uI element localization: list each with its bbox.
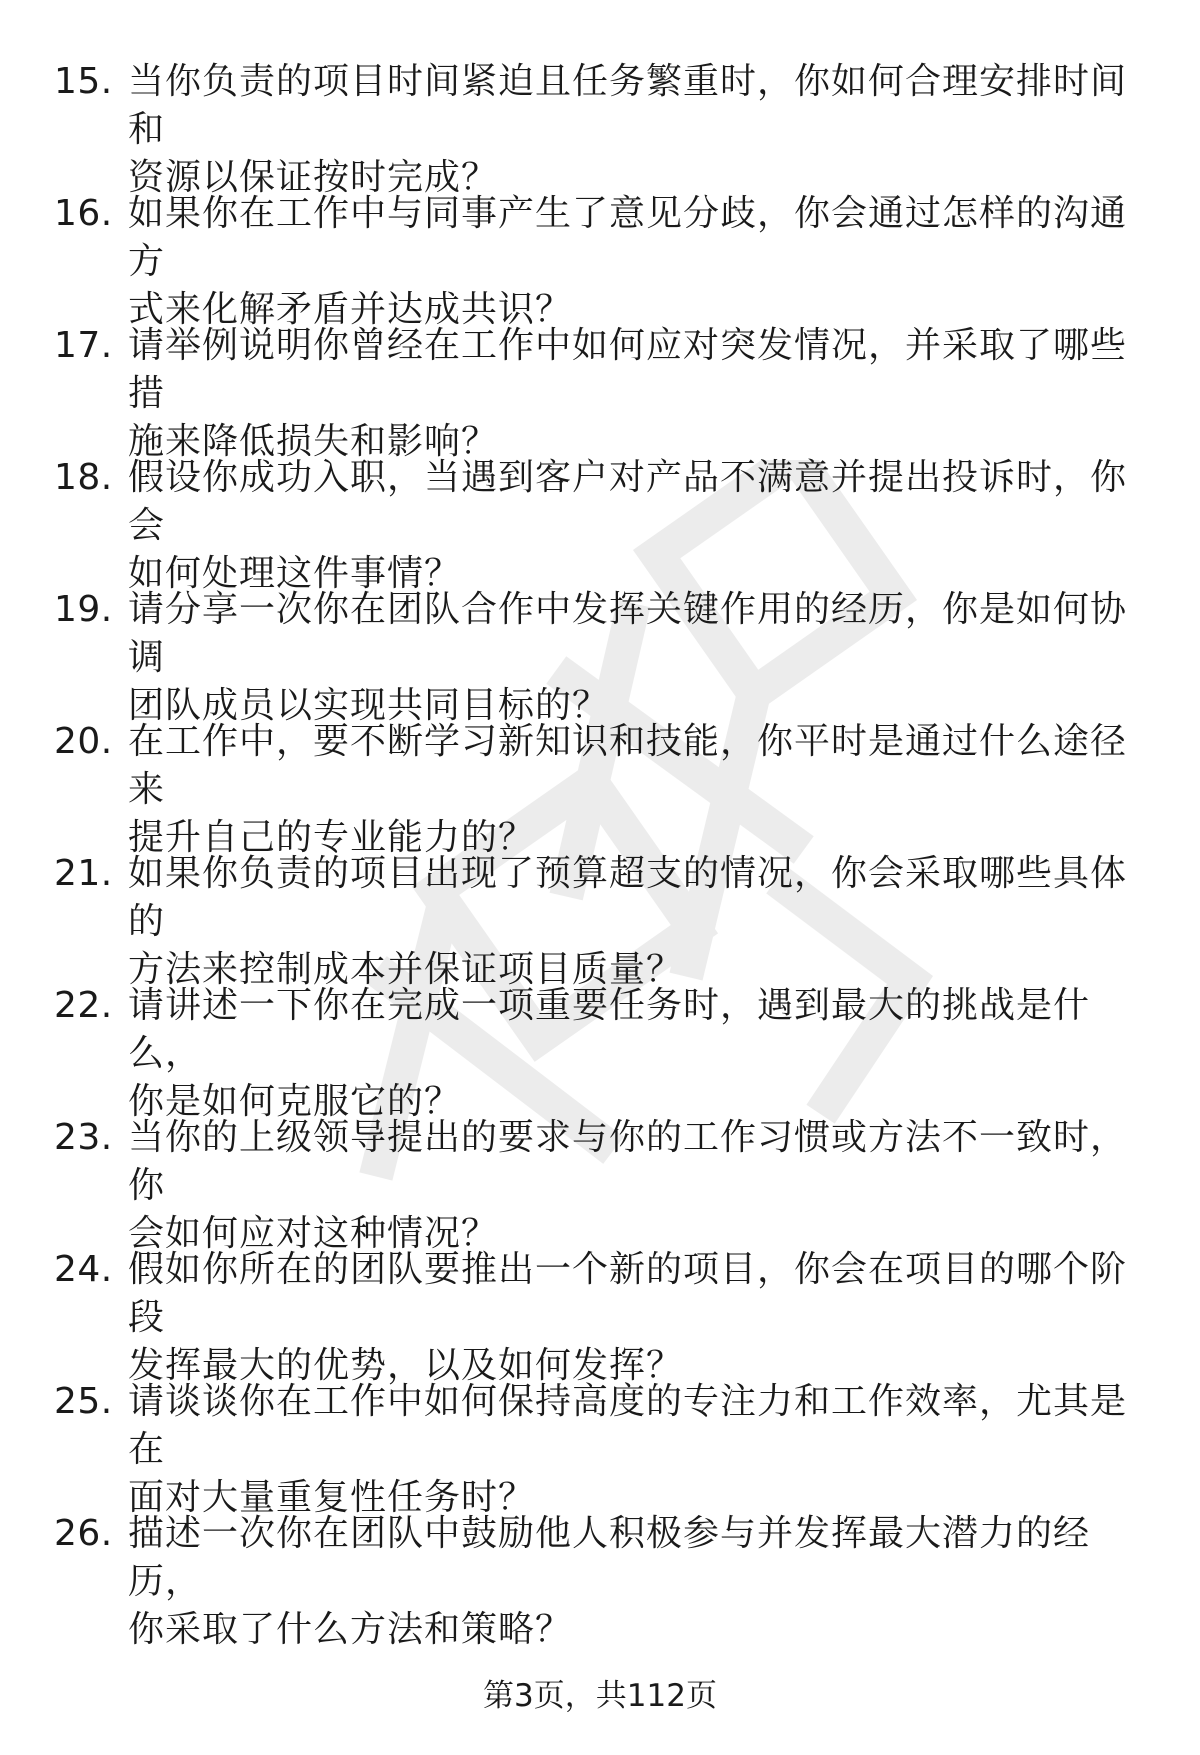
question-item [0,982,1200,1122]
question-text: 假设你成功入职，当遇到客户对产品不满意并提出投诉时，你会 如何处理这件事情？ [128,457,1128,594]
question-number: 19. [54,589,113,630]
question-item [0,850,1200,990]
question-item [0,322,1200,462]
question-number: 25. [54,1381,113,1422]
question-list [0,58,1200,1650]
question-number: 22. [54,985,113,1026]
question-number: 17. [54,325,113,366]
question-number: 23. [54,1117,113,1158]
question-item [0,190,1200,330]
question-text: 如果你在工作中与同事产生了意见分歧，你会通过怎样的沟通方 式来化解矛盾并达成共识？ [128,193,1128,330]
question-text: 请举例说明你曾经在工作中如何应对突发情况，并采取了哪些措 施来降低损失和影响？ [128,325,1128,462]
question-item [0,1378,1200,1518]
question-number: 24. [54,1249,113,1290]
question-item [0,1510,1200,1650]
question-text: 假如你所在的团队要推出一个新的项目，你会在项目的哪个阶段 发挥最大的优势，以及如何发挥？ [128,1249,1128,1386]
question-number: 15. [54,61,113,102]
question-text: 描述一次你在团队中鼓励他人积极参与并发挥最大潜力的经历， 你采取了什么方法和策略？ [128,1513,1091,1650]
question-text: 请分享一次你在团队合作中发挥关键作用的经历，你是如何协调 团队成员以实现共同目标的？ [128,589,1128,726]
question-text: 在工作中，要不断学习新知识和技能，你平时是通过什么途径来 提升自己的专业能力的？ [128,721,1128,858]
question-text: 请谈谈你在工作中如何保持高度的专注力和工作效率，尤其是在 面对大量重复性任务时？ [128,1381,1128,1518]
question-number: 20. [54,721,113,762]
question-number: 16. [54,193,113,234]
question-item [0,1246,1200,1386]
question-item [0,586,1200,726]
question-text: 请讲述一下你在完成一项重要任务时，遇到最大的挑战是什么， 你是如何克服它的？ [128,985,1091,1122]
question-number: 18. [54,457,113,498]
question-item [0,1114,1200,1254]
question-number: 26. [54,1513,113,1554]
question-text: 当你负责的项目时间紧迫且任务繁重时，你如何合理安排时间和 资源以保证按时完成？ [128,61,1128,198]
question-item [0,454,1200,594]
question-number: 21. [54,853,113,894]
page-footer: 第3页，共112页 [483,1678,717,1714]
question-item [0,58,1200,198]
question-text: 如果你负责的项目出现了预算超支的情况，你会采取哪些具体的 方法来控制成本并保证项目质量？ [128,853,1128,990]
question-text: 当你的上级领导提出的要求与你的工作习惯或方法不一致时，你 会如何应对这种情况？ [128,1117,1128,1254]
question-item [0,718,1200,858]
